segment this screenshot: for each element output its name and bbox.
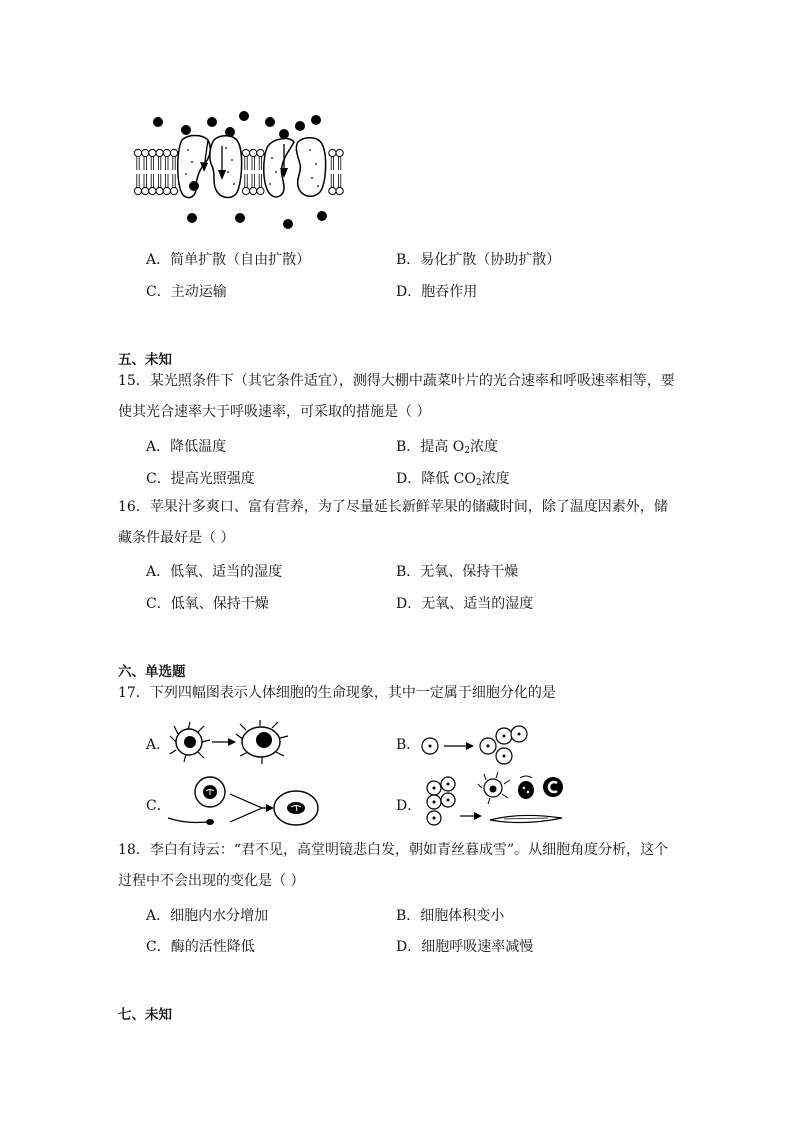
phospholipid-bottom: [156, 174, 163, 195]
q15-option-d[interactable]: D．降低 $CO_2$浓度: [396, 471, 510, 488]
q14-option-d[interactable]: D．胞吞作用: [396, 284, 478, 300]
q17-option-c-label[interactable]: C．: [146, 798, 171, 814]
section-5-heading: 五、未知: [118, 352, 172, 368]
q17-option-a-label[interactable]: A．: [146, 737, 171, 753]
phospholipid-bottom: [257, 174, 264, 195]
q16-option-a[interactable]: A．低氧、适当的湿度: [146, 564, 283, 580]
q15-option-b[interactable]: B．提高 $O_2$浓度: [396, 439, 498, 456]
membrane-transport-diagram: [0, 0, 794, 240]
phospholipid-bottom: [250, 174, 257, 195]
phospholipid-bottom: [170, 174, 177, 195]
q17-figure-b: [418, 720, 538, 768]
q17-option-b-label[interactable]: B．: [396, 737, 421, 753]
phospholipid-top: [149, 149, 156, 170]
q14-option-c[interactable]: C．主动运输: [146, 284, 227, 300]
q16-stem: 16．苹果汁多爽口、富有营养，为了尽量延长新鲜苹果的储藏时间，除了温度因素外，储藏条件最好是（ ）: [118, 499, 668, 546]
section-7-heading: 七、未知: [118, 1007, 172, 1023]
q14-option-a[interactable]: A．简单扩散（自由扩散）: [146, 252, 311, 268]
q16-option-c[interactable]: C．低氧、保持干燥: [146, 596, 269, 612]
phospholipid-bottom: [134, 174, 141, 195]
phospholipid-bottom: [336, 174, 343, 195]
q17-stem: 17．下列四幅图表示人体细胞的生命现象，其中一定属于细胞分化的是: [118, 685, 556, 701]
q17-figure-a: [168, 720, 308, 764]
q18-option-c[interactable]: C．酶的活性降低: [146, 939, 255, 955]
q14-option-b[interactable]: B．易化扩散（协助扩散）: [396, 252, 561, 268]
q15-option-a[interactable]: A．降低温度: [146, 439, 227, 455]
phospholipid-top: [250, 149, 257, 170]
q18-option-d[interactable]: D．细胞呼吸速率减慢: [396, 939, 534, 955]
phospholipid-top: [242, 149, 249, 170]
q18-stem: 18．李白有诗云：“君不见，高堂明镜悲白发，朝如青丝暮成雪”。从细胞角度分析，这个过程中不会出现的变化是（ ）: [118, 842, 669, 889]
phospholipid-bottom: [329, 174, 336, 195]
q17-option-d-label[interactable]: D．: [396, 798, 422, 814]
q15-stem: 15．某光照条件下（其它条件适宜），测得大棚中蔬菜叶片的光合速率和呼吸速率相等，要使其光合速率大于呼吸速率，可采取的措施是（ ）: [118, 373, 675, 420]
phospholipid-top: [142, 149, 149, 170]
phospholipid-top: [329, 149, 336, 170]
phospholipid-top: [257, 149, 264, 170]
phospholipid-bottom: [149, 174, 156, 195]
q17-figure-c: [166, 776, 356, 836]
phospholipid-top: [156, 149, 163, 170]
q18-option-b[interactable]: B．细胞体积变小: [396, 908, 505, 924]
phospholipid-top: [163, 149, 170, 170]
phospholipid-bottom: [163, 174, 170, 195]
phospholipid-top: [134, 149, 141, 170]
q18-option-a[interactable]: A．细胞内水分增加: [146, 908, 269, 924]
q15-option-c[interactable]: C．提高光照强度: [146, 471, 255, 487]
q17-figure-d: [420, 772, 590, 832]
phospholipid-bottom: [142, 174, 149, 195]
phospholipid-bottom: [242, 174, 249, 195]
q16-option-d[interactable]: D．无氧、适当的湿度: [396, 596, 534, 612]
phospholipid-top: [336, 149, 343, 170]
phospholipid-top: [170, 149, 177, 170]
q16-option-b[interactable]: B．无氧、保持干燥: [396, 564, 519, 580]
section-6-heading: 六、单选题: [118, 664, 186, 680]
